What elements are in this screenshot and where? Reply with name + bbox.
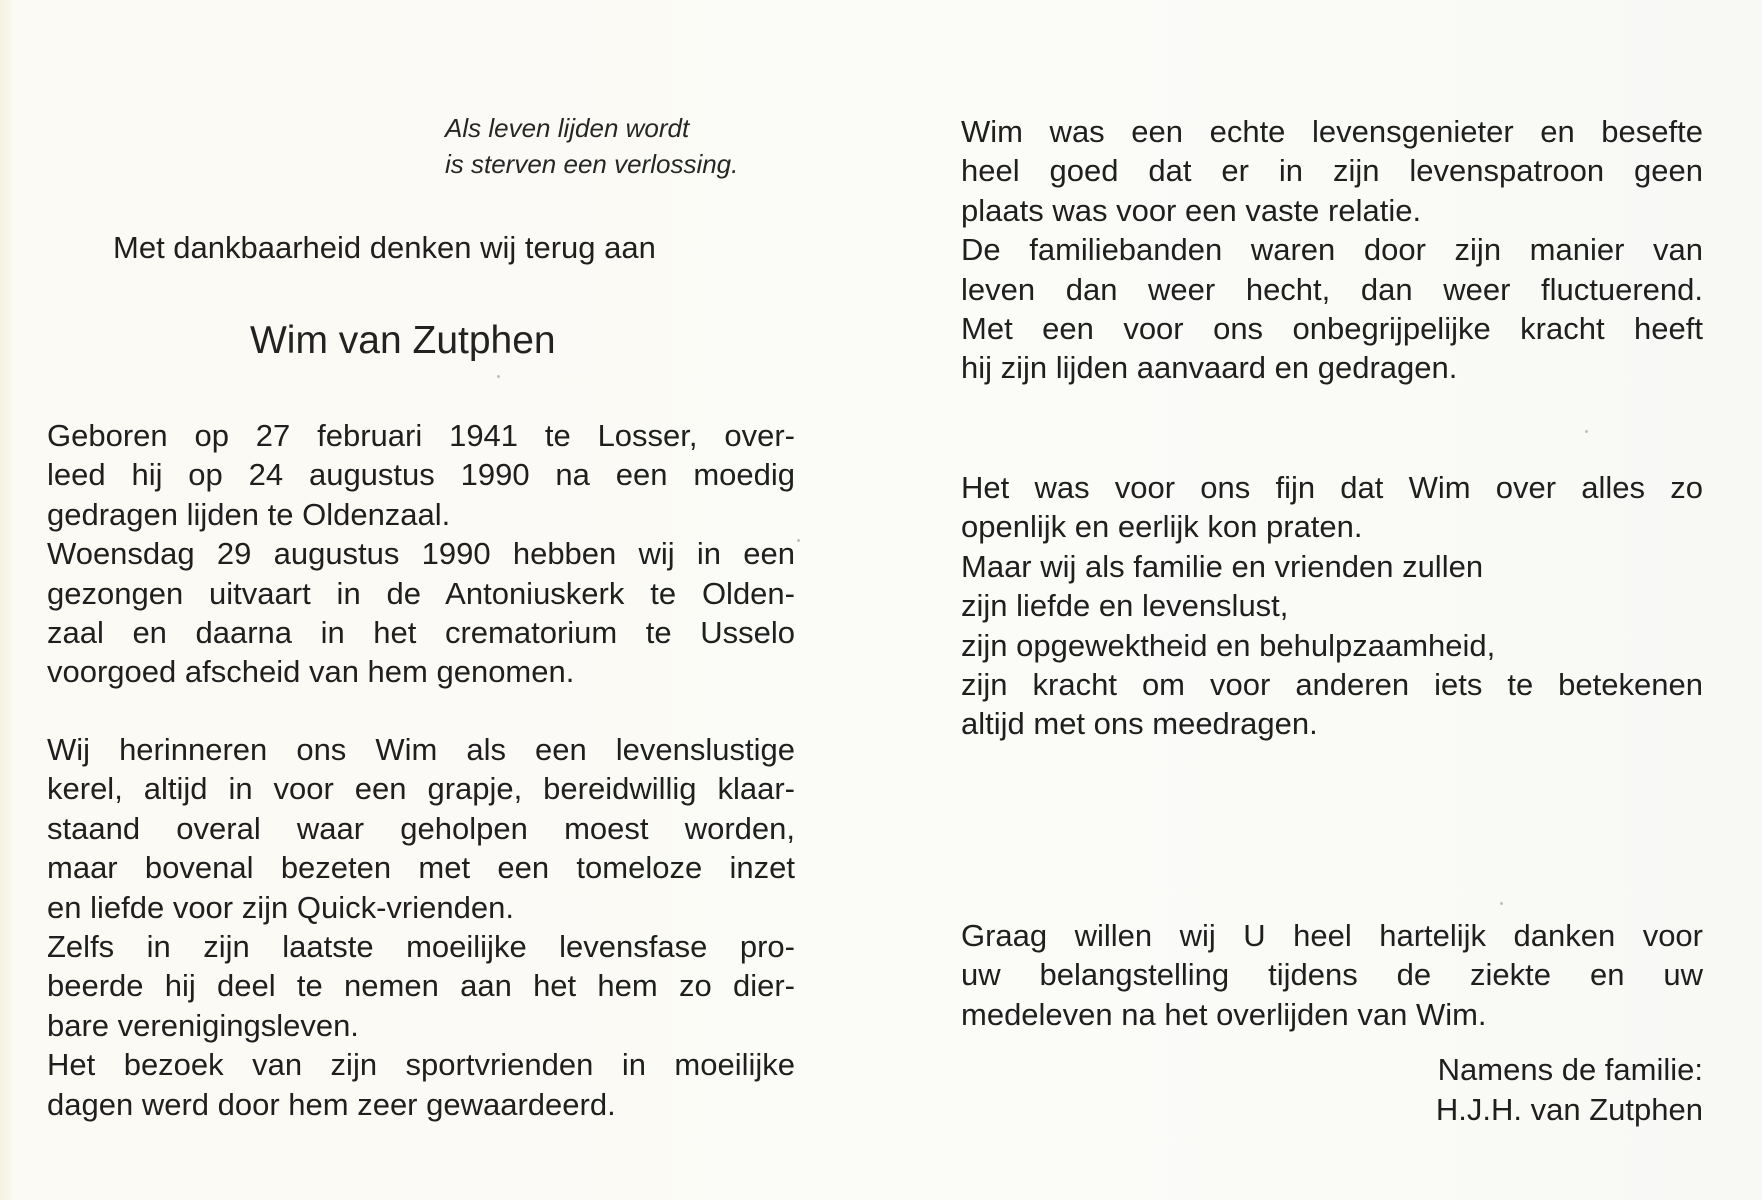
text-line: Het bezoek van zijn sportvrienden in moeilijke <box>47 1047 795 1083</box>
text-line: Graag willen wij U heel hartelijk danken voor <box>961 918 1703 953</box>
paper-speck <box>1500 902 1503 905</box>
text-line: Het was voor ons fijn dat Wim over alles zo <box>961 470 1703 505</box>
left-page <box>47 0 795 1200</box>
text-line: gezongen uitvaart in de Antoniuskerk te Olden- <box>47 575 795 611</box>
text-line: plaats was voor een vaste relatie. <box>961 192 1422 228</box>
text-line: leven dan weer hecht, dan weer fluctuerend. <box>961 271 1703 307</box>
text-line: Maar wij als familie en vrienden zullen <box>961 548 1484 584</box>
text-line: openlijk en eerlijk kon praten. <box>961 509 1363 545</box>
text-line: zijn liefde en levenslust, <box>961 588 1289 624</box>
text-line: Met een voor ons onbegrijpelijke kracht heeft <box>961 311 1703 347</box>
text-line: en liefde voor zijn Quick-vrienden. <box>47 889 514 925</box>
text-line: heel goed dat er in zijn levenspatroon geen <box>961 153 1703 189</box>
memories-paragraph <box>961 468 1703 744</box>
text-line: Wim was een echte levensgenieter en besefte <box>961 114 1703 149</box>
motto-line: is sterven een verlossing. <box>445 149 739 179</box>
text-line: beerde hij deel te nemen aan het hem zo dier- <box>47 968 795 1004</box>
text-line: bare verenigingsleven. <box>47 1007 359 1043</box>
paper-speck <box>797 539 800 542</box>
text-line: De familiebanden waren door zijn manier van <box>961 232 1703 268</box>
deceased-name: Wim van Zutphen <box>250 319 556 362</box>
text-line: dagen werd door hem zeer gewaardeerd. <box>47 1086 616 1122</box>
right-page <box>961 0 1703 1200</box>
text-line: hij zijn lijden aanvaard en gedragen. <box>961 350 1458 386</box>
text-line: uw belangstelling tijdens de ziekte en uw <box>961 957 1703 993</box>
text-line: Zelfs in zijn laatste moeilijke levensfase pro- <box>47 929 795 965</box>
text-line: voorgoed afscheid van hem genomen. <box>47 654 575 690</box>
motto-quote <box>445 110 805 182</box>
character-paragraph <box>961 112 1703 388</box>
text-line: medeleven na het overlijden van Wim. <box>961 996 1487 1032</box>
text-line: leed hij op 24 augustus 1990 na een moedig <box>47 457 795 493</box>
text-line: altijd met ons meedragen. <box>961 706 1318 742</box>
biography-paragraph <box>47 416 795 692</box>
remembrance-paragraph <box>47 730 795 1124</box>
paper-speck <box>497 375 500 378</box>
family-signoff <box>1436 1050 1703 1130</box>
text-line: gedragen lijden te Oldenzaal. <box>47 496 451 532</box>
text-line: zijn opgewektheid en behulpzaamheid, <box>961 627 1496 663</box>
text-line: zijn kracht om voor anderen iets te betekenen <box>961 667 1703 703</box>
text-line: Wij herinneren ons Wim als een levenslustige <box>47 732 795 767</box>
text-line: zaal en daarna in het crematorium te Usselo <box>47 615 795 651</box>
text-line: kerel, altijd in voor een grapje, bereidwillig klaar- <box>47 771 795 807</box>
text-line: staand overal waar geholpen moest worden, <box>47 810 795 846</box>
text-line: Geboren op 27 februari 1941 te Losser, over- <box>47 418 795 453</box>
intro-line: Met dankbaarheid denken wij terug aan <box>113 230 656 265</box>
signoff-name: H.J.H. van Zutphen <box>1435 1092 1703 1127</box>
thanks-paragraph <box>961 916 1703 1034</box>
paper-speck <box>1585 430 1588 433</box>
text-line: maar bovenal bezeten met een tomeloze inzet <box>47 850 795 886</box>
motto-line: Als leven lijden wordt <box>445 113 690 143</box>
signoff-line: Namens de familie: <box>1437 1052 1703 1087</box>
text-line: Woensdag 29 augustus 1990 hebben wij in een <box>47 536 795 572</box>
